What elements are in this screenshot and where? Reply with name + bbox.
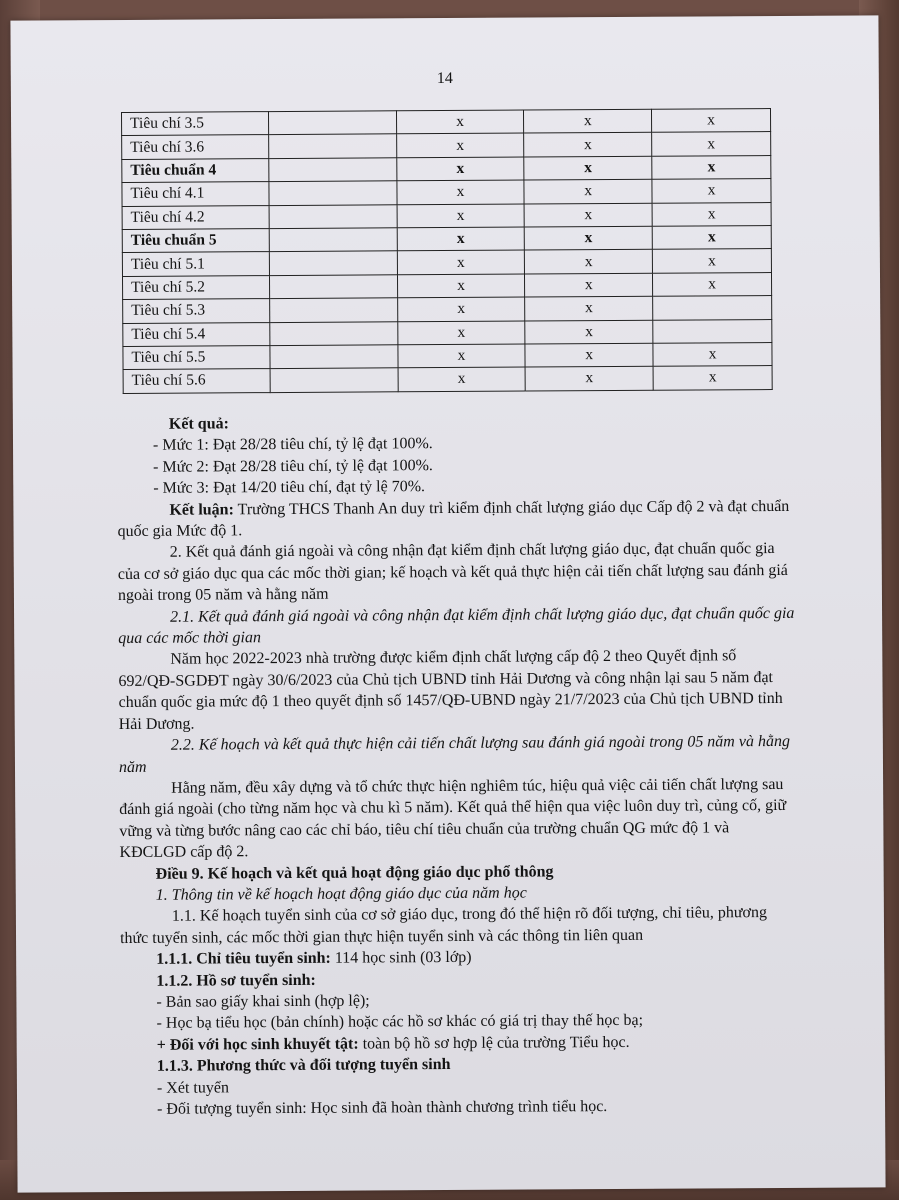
level-1-mark: x [398, 344, 526, 368]
level-3-mark: x [652, 179, 771, 203]
disabled-text: toàn bộ hồ sơ hợp lệ của trường Tiểu học. [358, 1033, 630, 1053]
level-1-mark: x [397, 297, 525, 321]
level-3-mark: x [653, 272, 772, 296]
page-number: 14 [436, 69, 453, 88]
quota-value: 114 học sinh (03 lớp) [330, 949, 472, 967]
blank-cell [269, 298, 397, 322]
level-2-mark: x [525, 343, 653, 367]
article-9-heading: Điều 9. Kế hoạch và kết quả hoạt động giáo dục phổ thông [155, 862, 554, 883]
level-1-mark: x [396, 110, 524, 134]
level-3-mark: x [653, 342, 772, 366]
criterion-label: Tiêu chí 5.4 [123, 322, 270, 346]
blank-cell [269, 181, 397, 205]
level-2-mark: x [524, 203, 652, 227]
level-2-mark: x [525, 367, 653, 391]
method-item-2: - Đối tượng tuyển sinh: Học sinh đã hoàn thành chương trình tiểu học. [157, 1098, 608, 1118]
blank-cell [269, 204, 397, 228]
blank-cell [269, 228, 397, 252]
conclusion-label: Kết luận: [169, 500, 234, 519]
results-level-2: - Mức 2: Đạt 28/28 tiêu chí, tỷ lệ đạt 100%. [153, 456, 433, 476]
criterion-label: Tiêu chuẩn 5 [122, 229, 269, 253]
blank-cell [268, 134, 396, 158]
level-2-mark: x [525, 320, 653, 344]
blank-cell [269, 251, 397, 275]
conclusion-paragraph [117, 496, 795, 543]
document-page [10, 15, 885, 1192]
blank-cell [269, 275, 397, 299]
level-2-mark: x [525, 226, 653, 250]
section-2-1-text: Năm học 2022-2023 nhà trường được kiểm định chất lượng cấp độ 2 theo Quyết định số 692/QĐ-SGDĐT ngày 30/6/2023 của Chủ tịch UBND tỉnh Hải Dương và công nhận lại sau 5 năm đạt chuẩn quốc gia mức độ 1 theo quyết định số 1457/QĐ-UBND ngày 21/7/2023 của Chủ tịch UBND tỉnh Hải Dương. [118, 647, 783, 733]
level-3-mark: x [652, 202, 771, 226]
level-1-mark: x [397, 274, 525, 298]
criterion-label: Tiêu chí 5.1 [122, 252, 269, 276]
enrollment-plan-paragraph: 1.1. Kế hoạch tuyển sinh của cơ sở giáo dục, trong đó thể hiện rõ đối tượng, chỉ tiêu, phương thức tuyển sinh, các mốc thời gian thực hiện tuyển sinh và các thông tin liên quan [119, 904, 768, 947]
level-1-mark: x [397, 250, 525, 274]
level-2-mark: x [524, 133, 652, 157]
criterion-label: Tiêu chuẩn 4 [122, 158, 269, 182]
dossier-item-2: - Học bạ tiểu học (bản chính) hoặc các hồ sơ khác có giá trị thay thế học bạ; [156, 1012, 644, 1033]
table-row [123, 366, 772, 393]
level-1-mark: x [398, 367, 526, 391]
criterion-label: Tiêu chí 5.5 [123, 345, 270, 369]
criterion-label: Tiêu chí 4.2 [122, 205, 269, 229]
results-level-1: - Mức 1: Đạt 28/28 tiêu chí, tỷ lệ đạt 100%. [152, 435, 433, 455]
section-2-1-title: 2.1. Kết quả đánh giá ngoài và công nhận đạt kiểm định chất lượng giáo dục, đạt chuẩn quốc gia qua các mốc thời gian [118, 604, 795, 648]
criterion-label: Tiêu chí 5.6 [123, 369, 270, 393]
quota-label: 1.1.1. Chỉ tiêu tuyển sinh: [156, 949, 331, 968]
criterion-label: Tiêu chí 3.6 [122, 135, 269, 159]
criterion-label: Tiêu chí 4.1 [122, 182, 269, 206]
method-item-1: - Xét tuyển [156, 1078, 229, 1097]
level-3-mark: x [653, 366, 772, 390]
level-1-mark: x [397, 204, 525, 228]
document-body [117, 410, 799, 1121]
level-3-mark: x [652, 225, 771, 249]
section-2-heading: 2. Kết quả đánh giá ngoài và công nhận đạt kiểm định chất lượng giáo dục, đạt chuẩn quốc gia của cơ sở giáo dục qua các mốc thời gian; kế hoạch và kết quả thực hiện cải tiến chất lượng sau đánh giá ngoài trong 05 năm và hằng năm [117, 540, 788, 605]
level-2-mark: x [524, 109, 652, 133]
level-3-mark: x [652, 109, 771, 133]
level-2-mark: x [525, 250, 653, 274]
blank-cell [269, 158, 397, 182]
dossier-item-1: - Bản sao giấy khai sinh (hợp lệ); [156, 992, 370, 1011]
level-1-mark: x [396, 133, 524, 157]
level-1-mark: x [397, 180, 525, 204]
level-3-mark [653, 319, 772, 343]
level-3-mark: x [652, 155, 771, 179]
conclusion-text: Trường THCS Thanh An duy trì kiểm định chất lượng giáo dục Cấp độ 2 và đạt chuẩn quốc gia Mức độ 1. [117, 497, 790, 541]
level-3-mark: x [652, 249, 771, 273]
level-1-mark: x [396, 157, 524, 181]
level-1-mark: x [397, 321, 525, 345]
results-level-3: - Mức 3: Đạt 14/20 tiêu chí, đạt tỷ lệ 70%. [153, 478, 426, 498]
level-3-mark: x [652, 132, 771, 156]
criteria-table [121, 108, 773, 394]
criterion-label: Tiêu chí 3.5 [121, 112, 268, 136]
level-2-mark: x [524, 156, 652, 180]
level-3-mark [653, 296, 772, 320]
article-9-sub-1: 1. Thông tin về kế hoạch hoạt động giáo dục của năm học [155, 884, 527, 904]
level-2-mark: x [525, 296, 653, 320]
criterion-label: Tiêu chí 5.2 [122, 275, 269, 299]
level-2-mark: x [524, 179, 652, 203]
blank-cell [270, 368, 398, 392]
blank-cell [270, 345, 398, 369]
method-heading: 1.1.3. Phương thức và đối tượng tuyển sinh [156, 1056, 451, 1075]
level-1-mark: x [397, 227, 525, 251]
section-2-2-title: 2.2. Kế hoạch và kết quả thực hiện cải tiến chất lượng sau đánh giá ngoài trong 05 năm và hằng năm [118, 733, 790, 776]
results-heading: Kết quả: [168, 415, 229, 433]
level-2-mark: x [525, 273, 653, 297]
section-2-2-text: Hằng năm, đều xây dựng và tổ chức thực hiện nghiêm túc, hiệu quả việc cải tiến chất lượng sau đánh giá ngoài (cho từng năm học và chu kì 5 năm). Kết quả thể hiện qua việc luôn duy trì, củng cố, giữ vững và từng bước nâng cao các chỉ báo, tiêu chí tiêu chuẩn của trường chuẩn QG mức độ 1 và KĐCLGD cấp độ 2. [119, 775, 787, 862]
dossier-heading: 1.1.2. Hồ sơ tuyển sinh: [156, 971, 316, 990]
criterion-label: Tiêu chí 5.3 [123, 299, 270, 323]
disabled-label: + Đối với học sinh khuyết tật: [156, 1035, 359, 1054]
blank-cell [268, 111, 396, 135]
blank-cell [270, 321, 398, 345]
